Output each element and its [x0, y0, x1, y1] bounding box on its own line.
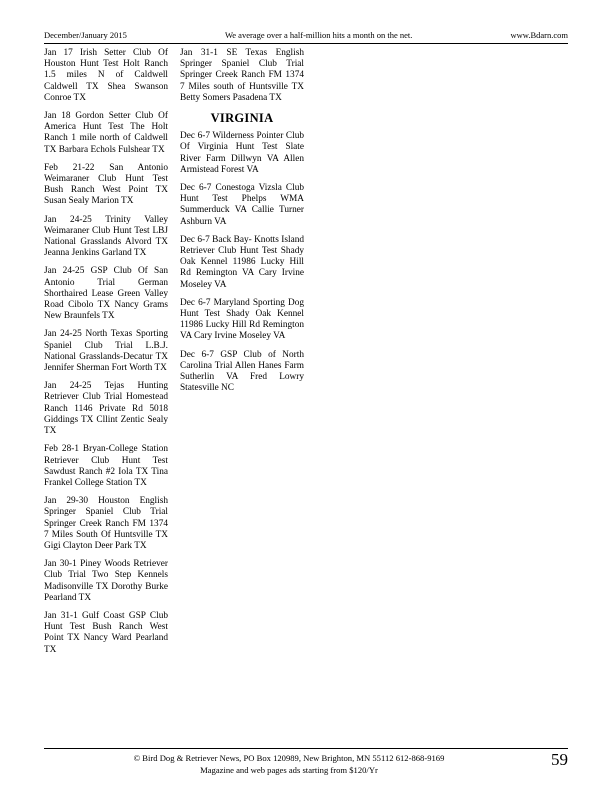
- footer-divider: [44, 748, 568, 749]
- column-left: [44, 48, 168, 656]
- event-entry: Dec 6-7 Wilderness Pointer Club Of Virginia Hunt Test Slate River Farm Dillwyn VA Allen Armistead Forest VA: [180, 131, 304, 175]
- page-number: 59: [551, 750, 568, 769]
- event-entry: Dec 6-7 GSP Club of North Carolina Trial Allen Hanes Farm Sutherlin VA Fred Lowry Statesville NC: [180, 349, 304, 394]
- header-website: www.Bdarn.com: [510, 30, 568, 40]
- event-entry: Jan 24-25 North Texas Sporting Spaniel Club Trial L.B.J. National Grasslands-Decatur TX Jennifer Sherman Fort Worth TX: [44, 329, 168, 374]
- event-entry: Jan 17 Irish Setter Club Of Houston Hunt Test Holt Ranch 1.5 miles N of Caldwell Caldwell TX Shea Swanson Conroe TX: [44, 48, 168, 103]
- event-entry: Jan 29-30 Houston English Springer Spaniel Club Trial Springer Creek Ranch FM 1374 7 Miles South Of Huntsville TX Gigi Clayton Deer Park TX: [44, 496, 168, 551]
- event-entry: Jan 31-1 Gulf Coast GSP Club Hunt Test Bush Ranch West Point TX Nancy Ward Pearland TX: [44, 610, 168, 655]
- state-heading-virginia: VIRGINIA: [210, 111, 274, 126]
- event-entry: Feb 21-22 San Antonio Weimaraner Club Hunt Test Bush Ranch West Point TX Susan Sealy Marion TX: [44, 162, 168, 207]
- event-entry: Jan 18 Gordon Setter Club Of America Hunt Test The Holt Ranch 1 mile north of Caldwell TX Barbara Echols Fulshear TX: [44, 111, 168, 155]
- event-entry: Jan 24-25 GSP Club Of San Antonio Trial German Shorthaired Lease Green Valley Road Cibolo TX Nancy Grams New Braunfels TX: [44, 266, 168, 322]
- event-entry: Dec 6-7 Maryland Sporting Dog Hunt Test Shady Oak Kennel 11986 Lucky Hill Rd Remington VA Cary Irvine Moseley VA: [180, 297, 304, 342]
- page-footer: [44, 752, 534, 776]
- event-entry: Feb 28-1 Bryan-College Station Retriever Club Hunt Test Sawdust Ranch #2 Iola TX Tina Frankel College Station TX: [44, 444, 168, 488]
- event-entry: Jan 30-1 Piney Woods Retriever Club Trial Two Step Kennels Madisonville TX Dorothy Burke Pearland TX: [44, 559, 168, 603]
- event-listing-columns: [44, 48, 568, 748]
- column-right: [180, 48, 304, 394]
- footer-copyright: © Bird Dog & Retriever News, PO Box 120989, New Brighton, MN 55112 612-868-9169: [133, 753, 445, 763]
- footer-ad-rates: Magazine and web pages ads starting from $120/Yr: [200, 765, 378, 775]
- page-header: [44, 30, 568, 40]
- event-entry: Jan 31-1 SE Texas English Springer Spaniel Club Trial Springer Creek Ranch FM 1374 7 Miles south of Huntsville TX Betty Somers Pasadena TX: [180, 48, 304, 103]
- header-divider: [44, 43, 568, 44]
- header-issue-date: December/January 2015: [44, 30, 127, 40]
- header-tagline: We average over a half-million hits a month on the net.: [224, 30, 413, 40]
- event-entry: Jan 24-25 Tejas Hunting Retriever Club Trial Homestead Ranch 1146 Private Rd 5018 Giddings TX Cllint Zentic Sealy TX: [44, 381, 168, 437]
- event-entry: Dec 6-7 Conestoga Vizsla Club Hunt Test Phelps WMA Summerduck VA Callie Turner Ashburn VA: [180, 183, 304, 227]
- event-entry: Dec 6-7 Back Bay- Knotts Island Retriever Club Hunt Test Shady Oak Kennel 11986 Lucky Hill Rd Remington VA Cary Irvine Moseley VA: [180, 234, 304, 290]
- event-entry: Jan 24-25 Trinity Valley Weimaraner Club Hunt Test LBJ National Grasslands Alvord TX Jeanna Jenkins Garland TX: [44, 214, 168, 259]
